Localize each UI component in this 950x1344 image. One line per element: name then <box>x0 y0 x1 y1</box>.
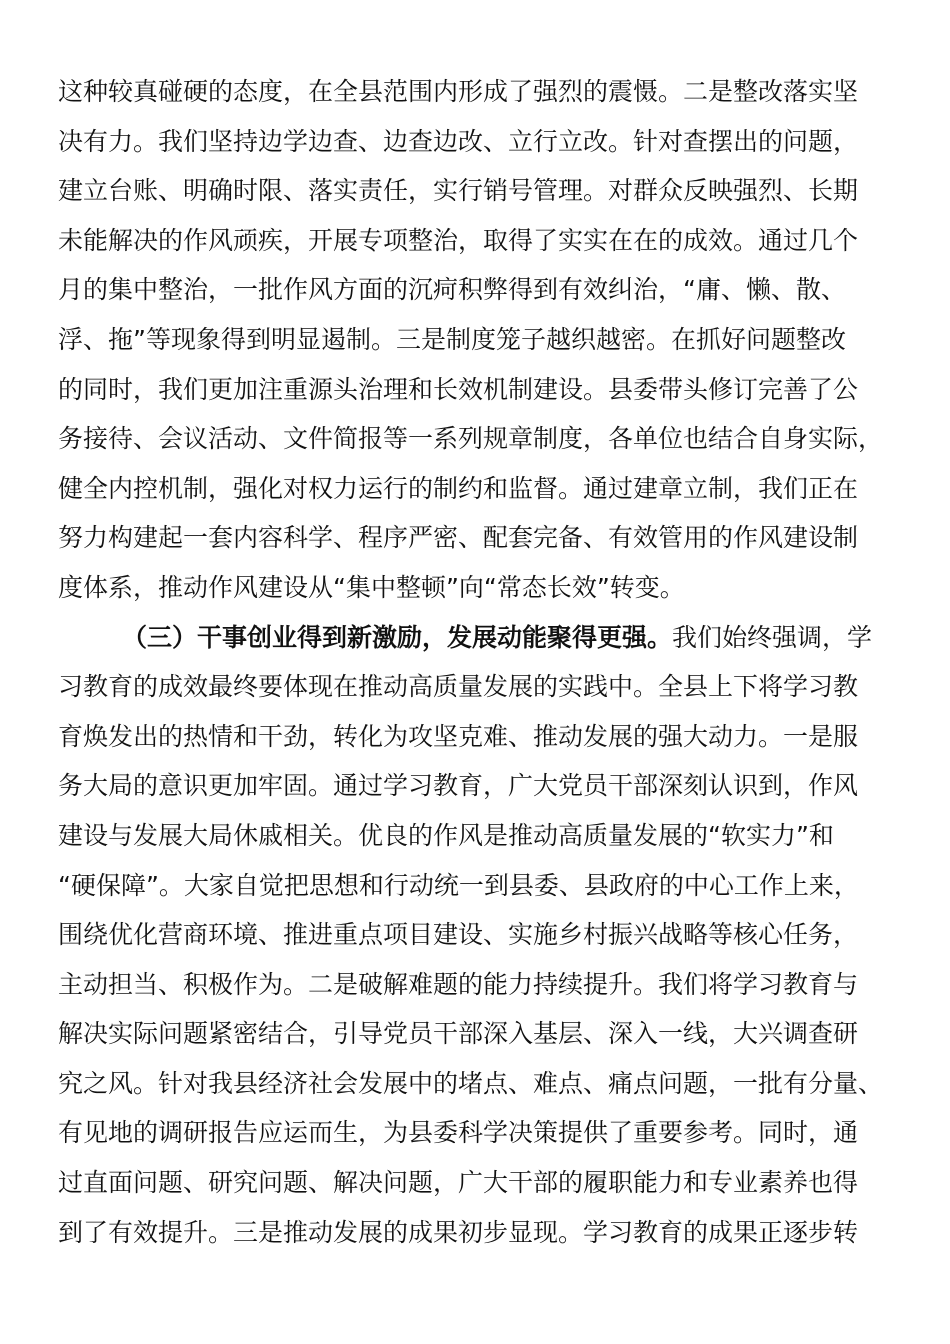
text-line: 决有力。我们坚持边学边查、边查边改、立行立改。针对查摆出的问题， <box>58 126 859 156</box>
text-line: 浮、拖”等现象得到明显遏制。三是制度笼子越织越密。在抓好问题整改 <box>58 324 846 354</box>
text-line: 有见地的调研报告应运而生，为县委科学决策提供了重要参考。同时，通 <box>58 1118 859 1148</box>
text-line: 育焕发出的热情和干劲，转化为攻坚克难、推动发展的强大动力。一是服 <box>58 721 859 751</box>
text-line: 解决实际问题紧密结合，引导党员干部深入基层、深入一线，大兴调查研 <box>58 1019 859 1049</box>
text-line: 建立台账、明确时限、落实责任，实行销号管理。对群众反映强烈、长期 <box>58 176 859 206</box>
text-line: 努力构建起一套内容科学、程序严密、配套完备、有效管用的作风建设制 <box>58 523 859 553</box>
text-line: 到了有效提升。三是推动发展的成果初步显现。学习教育的成果正逐步转 <box>58 1217 859 1247</box>
text-line: 度体系，推动作风建设从“集中整顿”向“常态长效”转变。 <box>58 572 685 602</box>
text-line: 务接待、会议活动、文件简报等一系列规章制度，各单位也结合自身实际， <box>58 424 884 454</box>
text-line: 主动担当、积极作为。二是破解难题的能力持续提升。我们将学习教育与 <box>58 969 859 999</box>
text-line: 月的集中整治，一批作风方面的沉疴积弊得到有效纠治，“庸、懒、散、 <box>58 275 846 305</box>
text-line: 习教育的成效最终要体现在推动高质量发展的实践中。全县上下将学习教 <box>58 672 859 702</box>
section-heading: （三）干事创业得到新激励，发展动能聚得更强。 <box>122 622 673 652</box>
text-line: 围绕优化营商环境、推进重点项目建设、实施乡村振兴战略等核心任务， <box>58 920 859 950</box>
text-line: 究之风。针对我县经济社会发展中的堵点、难点、痛点问题，一批有分量、 <box>58 1068 884 1098</box>
text-line: 过直面问题、研究问题、解决问题，广大干部的履职能力和专业素养也得 <box>58 1168 859 1198</box>
text-line: 健全内控机制，强化对权力运行的制约和监督。通过建章立制，我们正在 <box>58 473 859 503</box>
text-line: 这种较真碰硬的态度，在全县范围内形成了强烈的震慑。二是整改落实坚 <box>58 77 859 106</box>
text-line: “硬保障”。大家自觉把思想和行动统一到县委、县政府的中心工作上来， <box>58 870 859 900</box>
section-heading-continuation: 我们始终强调，学 <box>672 622 873 652</box>
body-text <box>58 67 892 1257</box>
text-line: 建设与发展大局休戚相关。优良的作风是推动高质量发展的“软实力”和 <box>58 820 834 850</box>
text-line: 的同时，我们更加注重源头治理和长效机制建设。县委带头修订完善了公 <box>58 374 859 404</box>
section-heading-line <box>58 613 892 663</box>
text-line: 未能解决的作风顽疾，开展专项整治，取得了实实在在的成效。通过几个 <box>58 225 859 255</box>
text-line: 务大局的意识更加牢固。通过学习教育，广大党员干部深刻认识到，作风 <box>58 771 859 801</box>
